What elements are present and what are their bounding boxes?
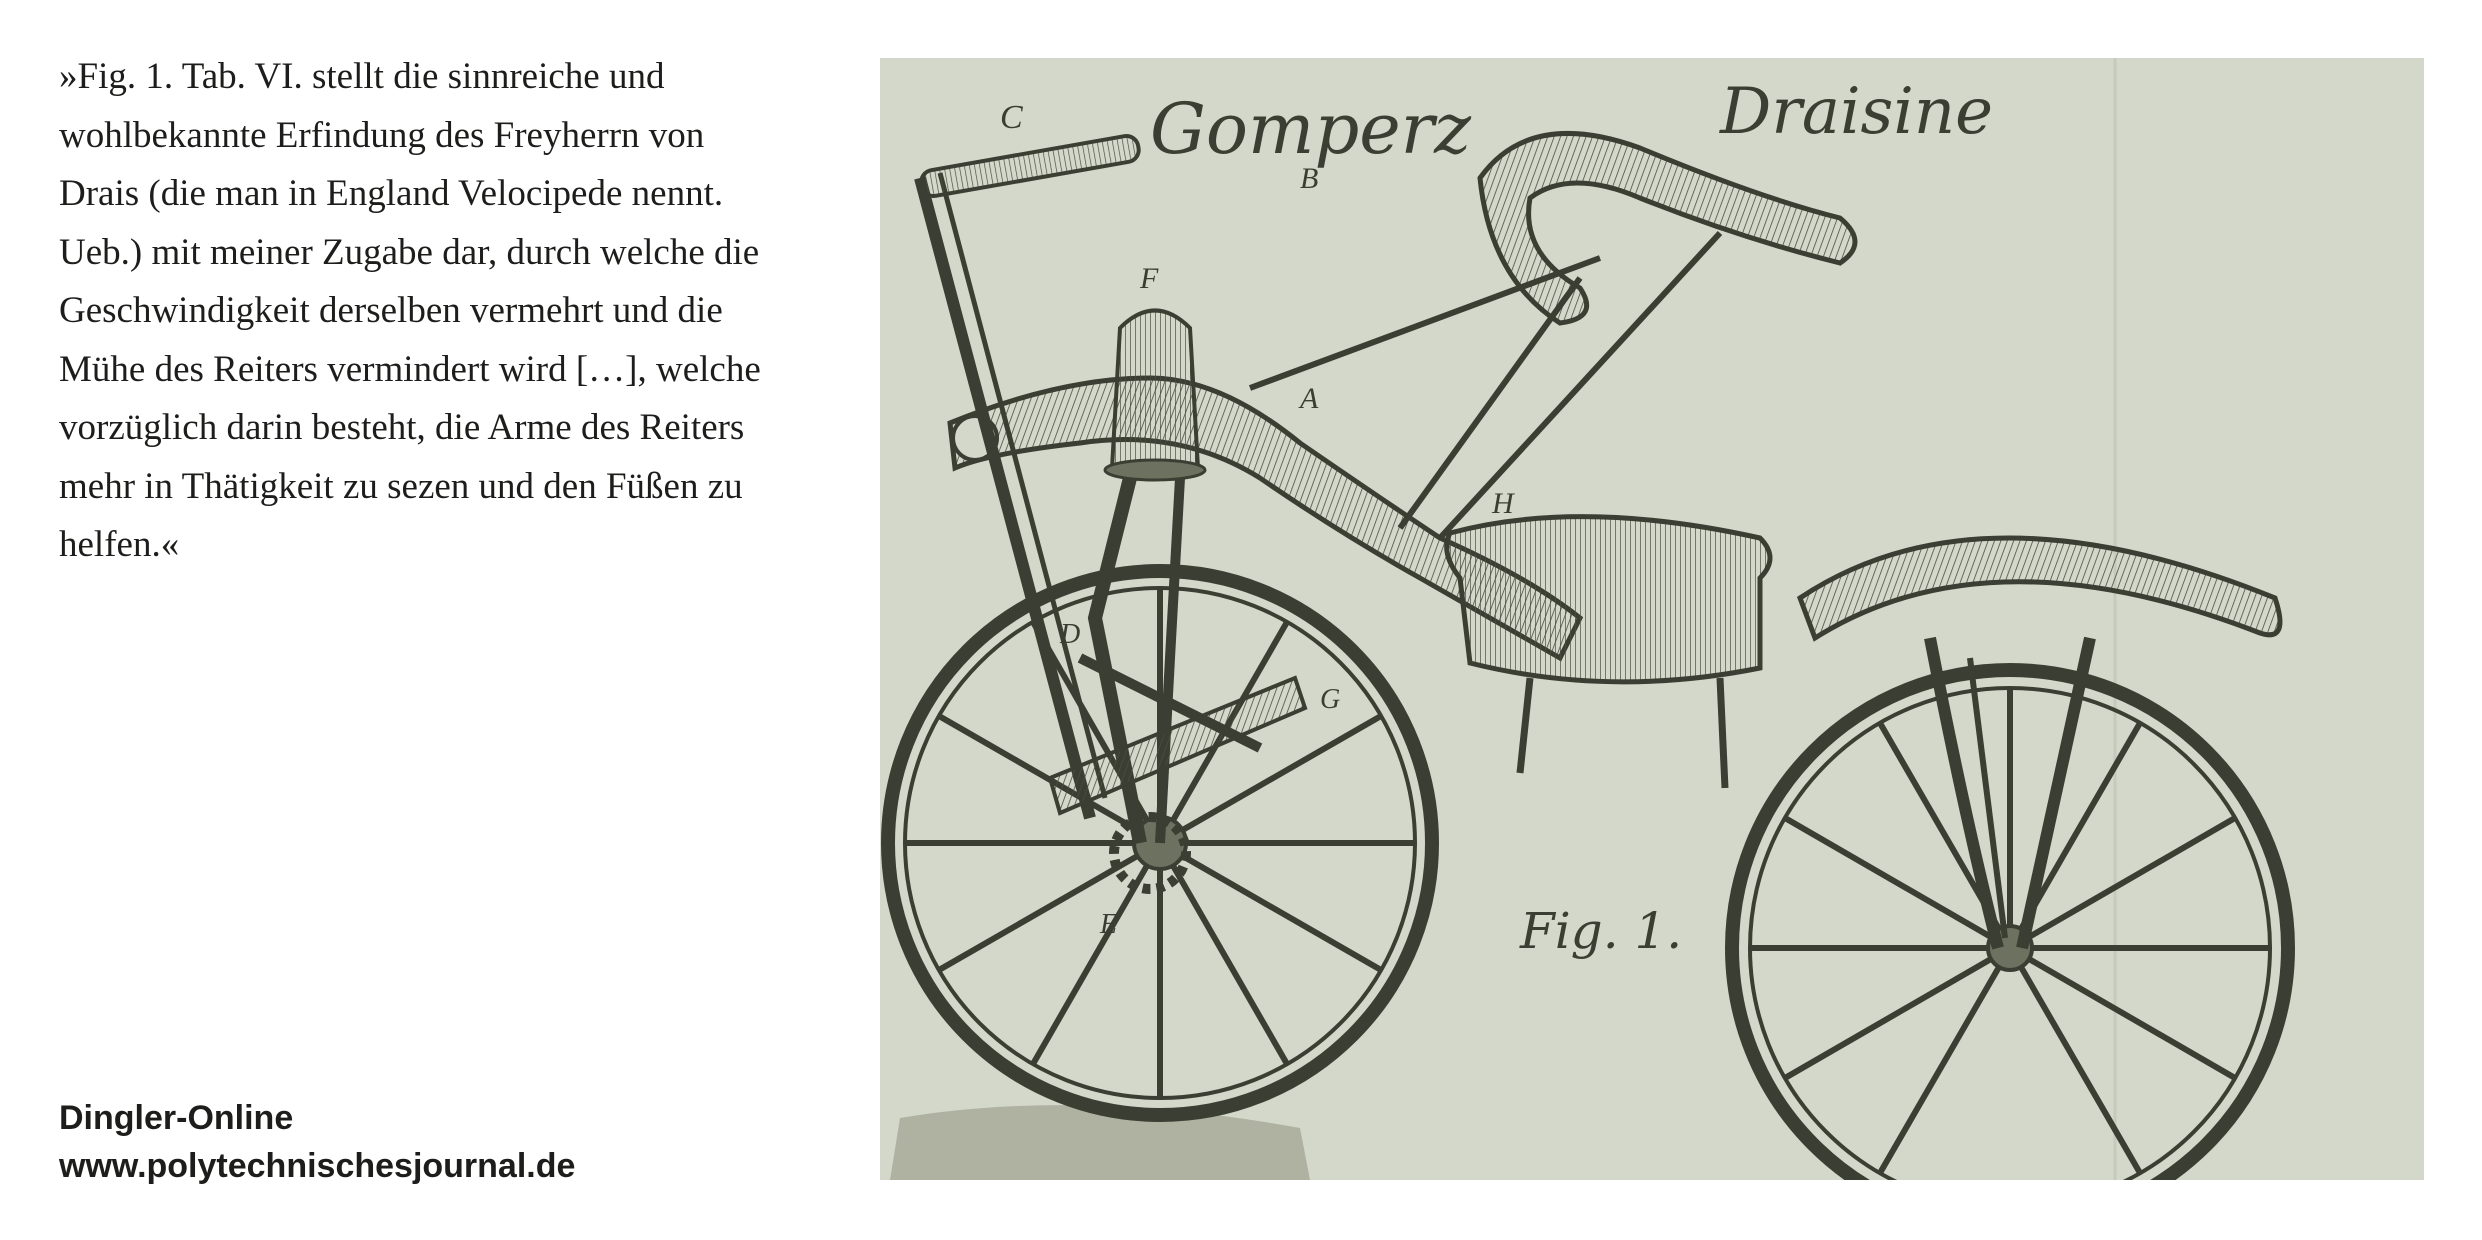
quote-line: »Fig. 1. Tab. VI. stellt die sinnreiche und (59, 56, 665, 97)
quote-line: Drais (die man in England Velocipede nennt. (59, 173, 724, 214)
engraving-title-right: Draisine (1720, 75, 1993, 149)
label-d: D (1060, 619, 1081, 650)
quote-line: vorzüglich darin besteht, die Arme des Reiters (59, 407, 745, 448)
engraving-plate (880, 58, 2424, 1180)
engraving-title-left: Gomperz (1150, 88, 1472, 170)
label-h: H (1492, 487, 1514, 520)
label-g: G (1320, 684, 1341, 715)
publisher-name: Dingler-Online (59, 1099, 294, 1137)
quote-line: Ueb.) mit meiner Zugabe dar, durch welche die (59, 231, 760, 273)
label-a: A (1300, 382, 1319, 415)
label-b: B (1300, 162, 1319, 195)
quote-line: Geschwindigkeit derselben vermehrt und die (59, 290, 723, 331)
figure-caption: Fig. 1. (1520, 902, 1683, 960)
quote-line: mehr in Thätigkeit zu sezen und den Füßen zu (59, 465, 743, 507)
quote-line: wohlbekannte Erfindung des Freyherrn von (59, 114, 705, 156)
draisine-engraving (880, 58, 2424, 1180)
publisher-url-link[interactable]: www.polytechnischesjournal.de (59, 1147, 576, 1185)
label-c: C (1000, 99, 1023, 136)
footer (59, 1094, 575, 1190)
quote-line: helfen.« (59, 524, 180, 565)
label-f: F (1140, 262, 1159, 295)
quote-text (59, 48, 849, 575)
rear-wheel (1732, 670, 2288, 1180)
label-e: E (1100, 909, 1118, 940)
quote-line: Mühe des Reiters vermindert wird […], welche (59, 348, 761, 390)
